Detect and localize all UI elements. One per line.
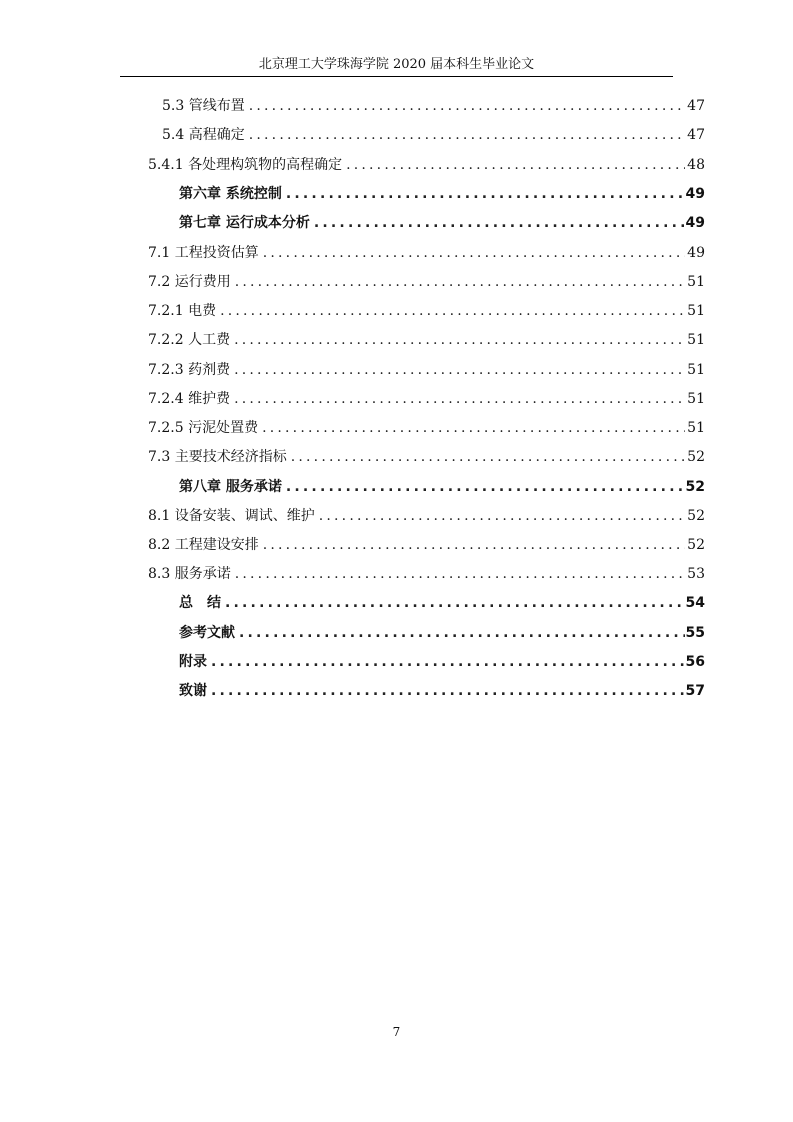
- dot-leader: [207, 652, 685, 672]
- toc-entry-acknowledgements[interactable]: [179, 681, 705, 701]
- toc-entry-7-2-2[interactable]: [148, 330, 705, 350]
- dot-leader: [259, 243, 685, 263]
- toc-entry-page: 57: [685, 683, 705, 699]
- dot-leader: [282, 477, 685, 497]
- toc-entry-page: 54: [685, 595, 705, 611]
- toc-entry-page: 51: [687, 303, 705, 319]
- toc-entry-page: 56: [685, 654, 705, 670]
- dot-leader: [282, 184, 685, 204]
- toc-entry-title: 7.2 运行费用: [148, 274, 231, 290]
- toc-entry-page: 51: [687, 391, 705, 407]
- toc-entry-page: 51: [687, 274, 705, 290]
- toc-entry-7-3[interactable]: [148, 447, 705, 467]
- toc-entry-page: 51: [687, 420, 705, 436]
- toc-entry-title: 总 结: [179, 595, 221, 611]
- dot-leader: [259, 535, 685, 555]
- toc-entry-page: 47: [687, 127, 705, 143]
- toc-entry-page: 48: [687, 157, 705, 173]
- toc-entry-8-3[interactable]: [148, 564, 705, 584]
- dot-leader: [310, 213, 685, 233]
- toc-entry-title: 参考文献: [179, 625, 235, 641]
- header-rule: [120, 76, 673, 77]
- toc-entry-page: 52: [685, 479, 705, 495]
- dot-leader: [245, 125, 685, 145]
- toc-entry-8-1[interactable]: [148, 506, 705, 526]
- dot-leader: [235, 623, 685, 643]
- toc-entry-page: 49: [687, 245, 705, 261]
- toc-entry-chapter-8[interactable]: [179, 477, 705, 497]
- toc-entry-title: 5.4.1 各处理构筑物的高程确定: [148, 157, 343, 173]
- toc-entry-5-4[interactable]: [162, 125, 705, 145]
- toc-entry-7-2[interactable]: [148, 272, 705, 292]
- toc-entry-title: 7.2.2 人工费: [148, 332, 231, 348]
- toc-entry-title: 第六章 系统控制: [179, 186, 282, 202]
- toc-entry-5-4-1[interactable]: [148, 155, 705, 175]
- toc-entry-title: 7.2.3 药剂费: [148, 362, 231, 378]
- dot-leader: [287, 447, 685, 467]
- dot-leader: [315, 506, 685, 526]
- toc-entry-5-3[interactable]: [162, 96, 705, 116]
- toc-entry-7-2-3[interactable]: [148, 360, 705, 380]
- dot-leader: [245, 96, 685, 116]
- toc-entry-8-2[interactable]: [148, 535, 705, 555]
- dot-leader: [221, 593, 685, 613]
- page-header: 北京理工大学珠海学院 2020 届本科生毕业论文: [258, 57, 535, 72]
- toc-entry-page: 51: [687, 362, 705, 378]
- toc-entry-references[interactable]: [179, 623, 705, 643]
- toc-entry-page: 51: [687, 332, 705, 348]
- toc-entry-title: 8.3 服务承诺: [148, 566, 231, 582]
- toc-entry-page: 47: [687, 98, 705, 114]
- page-number: 7: [392, 1025, 401, 1039]
- toc-entry-7-2-4[interactable]: [148, 389, 705, 409]
- toc-entry-page: 52: [687, 537, 705, 553]
- toc-entry-title: 5.4 高程确定: [162, 127, 245, 143]
- toc-entry-title: 第八章 服务承诺: [179, 479, 282, 495]
- dot-leader: [230, 330, 685, 350]
- toc-entry-title: 附录: [179, 654, 207, 670]
- toc-entry-title: 7.3 主要技术经济指标: [148, 449, 287, 465]
- toc-entry-7-1[interactable]: [148, 243, 705, 263]
- dot-leader: [230, 389, 685, 409]
- toc-entry-summary[interactable]: [179, 593, 705, 613]
- toc-entry-title: 7.1 工程投资估算: [148, 245, 259, 261]
- dot-leader: [258, 418, 685, 438]
- toc-entry-page: 52: [687, 449, 705, 465]
- toc-entry-7-2-5[interactable]: [148, 418, 705, 438]
- toc-entry-chapter-6[interactable]: [179, 184, 705, 204]
- toc-entry-title: 7.2.5 污泥处置费: [148, 420, 259, 436]
- dot-leader: [207, 681, 685, 701]
- toc-entry-page: 52: [687, 508, 705, 524]
- toc-entry-title: 5.3 管线布置: [162, 98, 245, 114]
- toc-entry-title: 第七章 运行成本分析: [179, 215, 310, 231]
- dot-leader: [342, 155, 685, 175]
- toc-entry-page: 55: [685, 625, 705, 641]
- toc-entry-title: 8.2 工程建设安排: [148, 537, 259, 553]
- toc-entry-appendix[interactable]: [179, 652, 705, 672]
- toc-entry-title: 8.1 设备安装、调试、维护: [148, 508, 315, 524]
- toc-entry-page: 49: [685, 186, 705, 202]
- toc-entry-7-2-1[interactable]: [148, 301, 705, 321]
- dot-leader: [231, 272, 685, 292]
- toc-entry-chapter-7[interactable]: [179, 213, 705, 233]
- toc-entry-title: 致谢: [179, 683, 207, 699]
- toc-entry-page: 49: [685, 215, 705, 231]
- toc-entry-page: 53: [687, 566, 705, 582]
- dot-leader: [230, 360, 685, 380]
- dot-leader: [231, 564, 685, 584]
- dot-leader: [216, 301, 685, 321]
- toc-entry-title: 7.2.1 电费: [148, 303, 217, 319]
- toc-entry-title: 7.2.4 维护费: [148, 391, 231, 407]
